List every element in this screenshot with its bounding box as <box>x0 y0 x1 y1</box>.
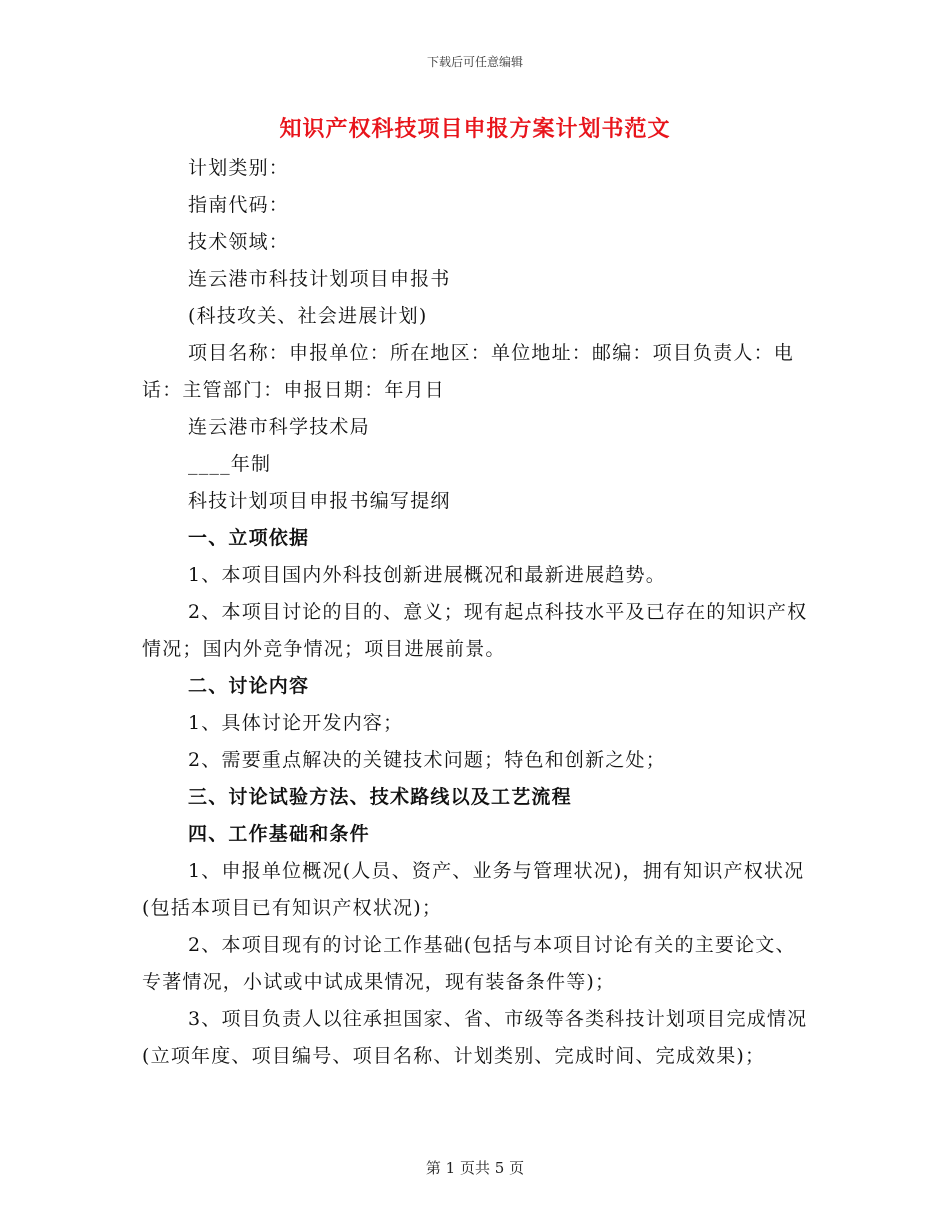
section-heading: 四、工作基础和条件 <box>188 823 370 845</box>
document-title: 知识产权科技项目申报方案计划书范文 <box>279 116 671 142</box>
paragraph: 2、本项目现有的讨论工作基础(包括与本项目讨论有关的主要论文、专著情况，小试或中试成果情况，现有装备条件等)； <box>142 934 796 993</box>
paragraph: 1、申报单位概况(人员、资产、业务与管理状况)，拥有知识产权状况(包括本项目已有知识产权状况)； <box>142 860 805 919</box>
section-heading: 二、讨论内容 <box>188 675 310 697</box>
page-header: 下载后可任意编辑 <box>426 55 523 69</box>
page-footer: 第 1 页共 5 页 <box>425 1159 525 1177</box>
paragraph: 计划类别： <box>188 157 290 179</box>
paragraph: 指南代码： <box>188 194 290 216</box>
paragraph: 项目名称：申报单位：所在地区：单位地址：邮编：项目负责人：电话：主管部门：申报日期：年月日 <box>142 342 795 401</box>
document-body <box>142 150 808 1075</box>
paragraph: 2、本项目讨论的目的、意义；现有起点科技水平及已存在的知识产权情况；国内外竞争情况；项目进展前景。 <box>142 601 808 660</box>
paragraph: 2、需要重点解决的关键技术问题；特色和创新之处； <box>188 749 666 771</box>
paragraph: 科技计划项目申报书编写提纲 <box>188 490 451 512</box>
section-heading: 三、讨论试验方法、技术路线以及工艺流程 <box>188 786 572 808</box>
paragraph: 1、具体讨论开发内容； <box>188 712 404 734</box>
section-heading: 一、立项依据 <box>188 527 310 549</box>
paragraph: 连云港市科学技术局 <box>188 416 370 438</box>
paragraph: 3、项目负责人以往承担国家、省、市级等各类科技计划项目完成情况(立项年度、项目编号、项目名称、计划类别、完成时间、完成效果)； <box>142 1008 808 1067</box>
paragraph: ____年制 <box>188 453 272 475</box>
paragraph: 技术领域： <box>188 231 290 253</box>
paragraph: (科技攻关、社会进展计划) <box>188 305 428 327</box>
paragraph: 连云港市科技计划项目申报书 <box>188 268 451 290</box>
paragraph: 1、本项目国内外科技创新进展概况和最新进展趋势。 <box>188 564 666 586</box>
